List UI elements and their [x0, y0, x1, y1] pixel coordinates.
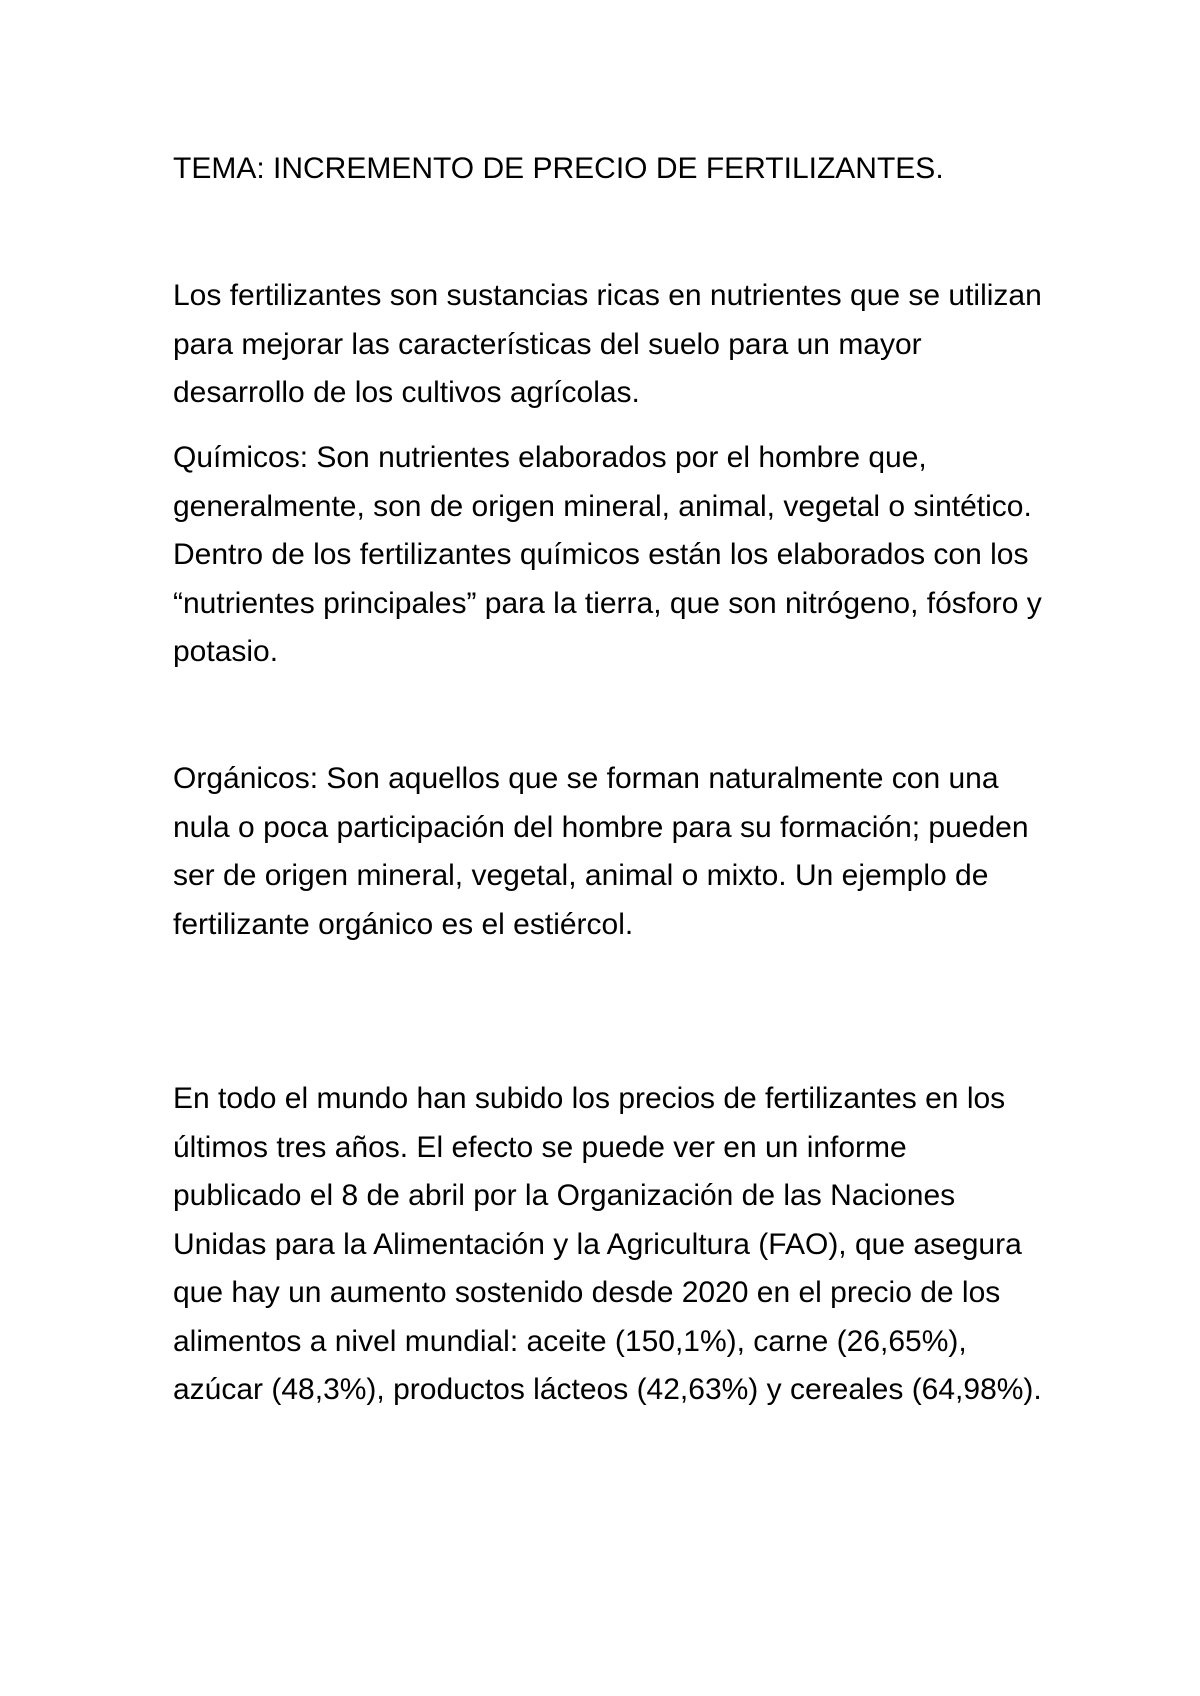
paragraph-prices: En todo el mundo han subido los precios de fertilizantes en los últimos tres años. El efecto se puede ver en un informe publicado el 8 de abril por la Organización de las Naciones Unidas para la Alimentación y la Agricultura (FAO), que asegura que hay un aumento sostenido desde 2020 en el precio de los alimentos a nivel mundial: aceite (150,1%), carne (26,65%), azúcar (48,3%), productos lácteos (42,63%) y cereales (64,98%). — [173, 1082, 1042, 1406]
document-title: TEMA: INCREMENTO DE PRECIO DE FERTILIZANTES. — [173, 152, 944, 185]
paragraph-definition: Los fertilizantes son sustancias ricas en nutrientes que se utilizan para mejorar las características del suelo para un mayor desarrollo de los cultivos agrícolas. — [173, 279, 1042, 409]
paragraph-chemical: Químicos: Son nutrientes elaborados por el hombre que, generalmente, son de origen mineral, animal, vegetal o sintético. Dentro de los fertilizantes químicos están los elaborados con los “nutrientes principales” para la tierra, que son nitrógeno, fósforo y potasio. — [173, 441, 1042, 668]
paragraph-organic: Orgánicos: Son aquellos que se forman naturalmente con una nula o poca participación del hombre para su formación; pueden ser de origen mineral, vegetal, animal o mixto. Un ejemplo de fertilizante orgánico es el estiércol. — [173, 762, 1029, 941]
